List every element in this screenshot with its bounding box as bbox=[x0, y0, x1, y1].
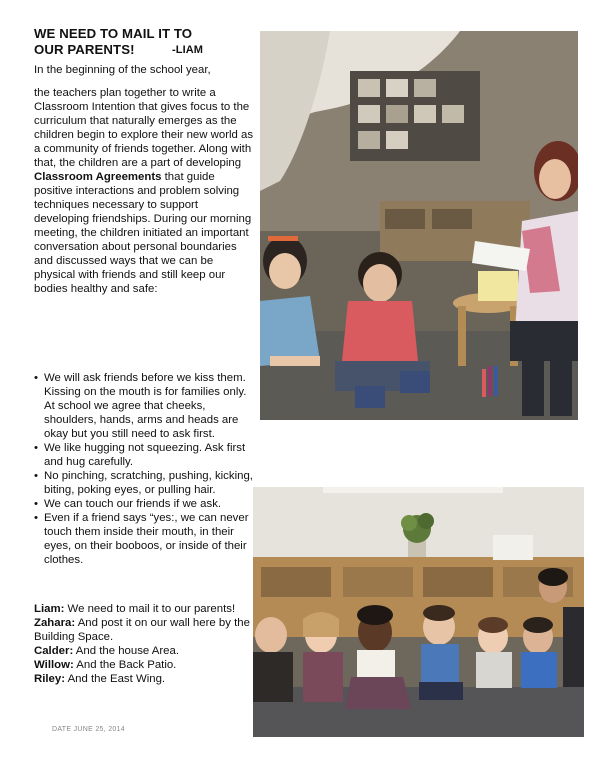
footer-date: DATE JUNE 25, 2014 bbox=[52, 726, 125, 733]
classroom-photo-reading bbox=[260, 31, 578, 420]
photo-reading-illustration bbox=[260, 31, 578, 420]
intro-body bbox=[34, 86, 254, 296]
speaker-name: Riley: bbox=[34, 673, 66, 685]
intro-first-line: In the beginning of the school year, bbox=[34, 64, 211, 76]
speaker-name: Calder: bbox=[34, 645, 74, 657]
intro-paragraph bbox=[34, 86, 254, 296]
dialogue-block bbox=[34, 602, 254, 686]
agreements-list bbox=[34, 371, 254, 567]
agreement-item: • We will ask friends before we kiss them. Kissing on the mouth is for families only. At school we agree that cheeks, shoulders, hands, arms and heads are okay but you still need to ask first. bbox=[34, 371, 254, 441]
title-line-2: OUR PARENTS! bbox=[34, 42, 135, 57]
title-line-1: WE NEED TO MAIL IT TO bbox=[34, 26, 193, 41]
dialogue-text: And the Back Patio. bbox=[73, 659, 177, 671]
dialogue-line bbox=[34, 658, 254, 672]
intro-text-1: the teachers plan together to write a Classroom Intention that gives focus to the curriculum that naturally emerges as the children begin to explore their new world as a community of friends together. Along with that, the children are a part of developing bbox=[34, 87, 254, 169]
dialogue-text: And post it on our wall here by the Building Space. bbox=[34, 617, 250, 643]
dialogue-text: And the house Area. bbox=[73, 645, 180, 657]
agreement-item: • No pinching, scratching, pushing, kicking, biting, poking eyes, or pulling hair. bbox=[34, 469, 254, 497]
speaker-name: Willow: bbox=[34, 659, 74, 671]
dialogue-line bbox=[34, 602, 254, 616]
intro-bold-term: Classroom Agreements bbox=[34, 171, 162, 183]
dialogue-line bbox=[34, 644, 254, 658]
speaker-name: Zahara: bbox=[34, 617, 76, 629]
dialogue-text: And the East Wing. bbox=[65, 673, 166, 685]
speaker-name: Liam: bbox=[34, 603, 65, 615]
agreement-item: • We like hugging not squeezing. Ask first and hug carefully. bbox=[34, 441, 254, 469]
dialogue-line bbox=[34, 616, 254, 644]
intro-text-2: that guide positive interactions and problem solving techniques necessary to support developing friendships. During our morning meeting, the children initiated an important conversation about personal boundaries and discussed ways that we can be physical with friends and still keep our bodies healthy and safe: bbox=[34, 171, 252, 295]
page-title bbox=[34, 26, 264, 58]
photo-group-illustration bbox=[253, 487, 584, 737]
agreement-item: • We can touch our friends if we ask. bbox=[34, 497, 254, 511]
dialogue-line bbox=[34, 672, 254, 686]
title-author: -LIAM bbox=[172, 44, 204, 56]
dialogue-text: We need to mail it to our parents! bbox=[64, 603, 236, 615]
classroom-photo-group bbox=[253, 487, 584, 737]
agreement-item: • Even if a friend says “yes:, we can never touch them inside their mouth, in their eyes, on their booboos, or inside of their clothes. bbox=[34, 511, 254, 567]
